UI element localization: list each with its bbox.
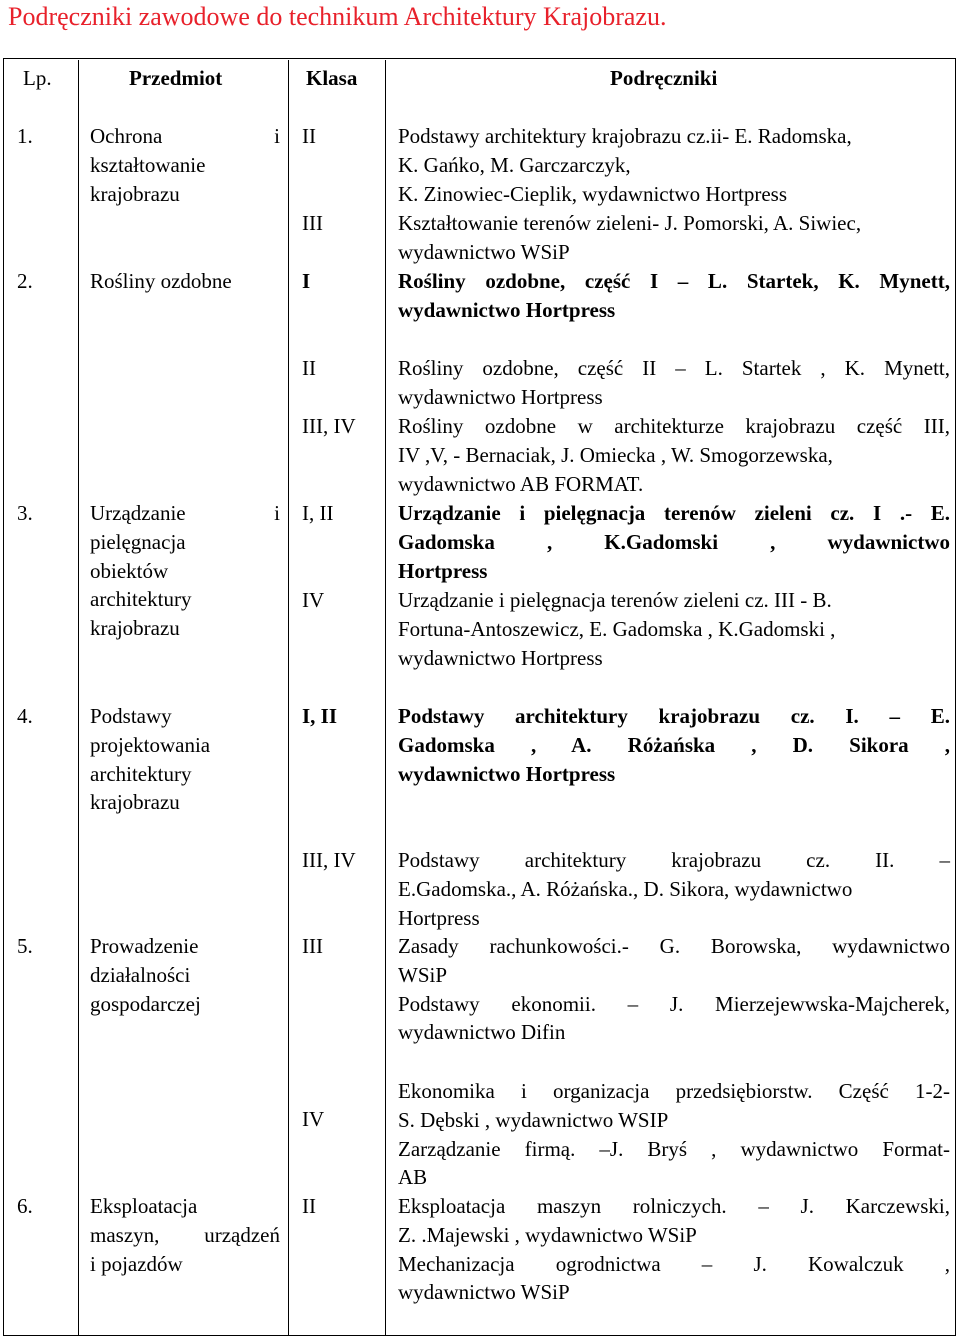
class-cell: I, II [302,704,338,728]
textbook-line: wydawnictwo WSiP [398,1280,570,1305]
textbook-line: Fortuna-Antoszewicz, E. Gadomska , K.Gadomski , [398,616,836,641]
class-cell: I, II [302,501,334,525]
textbook-entry [398,1192,950,1307]
row-number: 3. [17,501,33,525]
class-cell: III [302,211,323,235]
textbook-line: Hortpress [398,558,488,583]
textbook-line: wydawnictwo Hortpress [398,384,603,409]
textbook-line: WSiP [398,962,448,987]
header-class: Klasa [306,66,358,90]
textbook-entry [398,499,950,585]
textbook-line: Rośliny ozdobne, część I – L. Startek, K. Mynett, [398,269,950,293]
textbook-entry [398,846,950,932]
class-cell: III, IV [302,414,356,438]
textbook-line: K. Zinowiec-Cieplik, wydawnictwo Hortpress [398,181,788,206]
textbook-line: Podstawy architektury krajobrazu cz. II. – [398,848,950,872]
subject-line: kształtowanie [90,152,206,177]
subject-line: obiektów [90,558,169,583]
textbook-line: Gadomska , K.Gadomski , wydawnictwo [398,529,950,554]
textbook-line: Podstawy ekonomii. – J. Mierzejewwska-Majcherek, [398,991,950,1016]
subject-cell [90,499,280,643]
textbook-entry [398,122,950,208]
subject-line: krajobrazu [90,790,180,815]
textbook-line: Podstawy architektury krajobrazu cz.ii- E. Radomska, [398,124,852,148]
row-number: 2. [17,269,33,293]
textbook-line: Gadomska , A. Różańska , D. Sikora , [398,732,950,757]
page-title: Podręczniki zawodowe do technikum Architektury Krajobrazu. [8,2,667,31]
textbook-entry [398,412,950,498]
subject-line: krajobrazu [90,616,180,641]
column-divider [288,60,289,1336]
textbook-line: wydawnictwo Hortpress [398,761,616,786]
class-cell: I [302,269,311,293]
textbook-entry [398,932,950,1047]
textbook-line: S. Dębski , wydawnictwo WSIP [398,1107,669,1132]
textbook-line: Kształtowanie terenów zieleni- J. Pomorski, A. Siwiec, [398,211,862,235]
textbook-line: Z. .Majewski , wydawnictwo WSiP [398,1222,697,1247]
textbook-entry [398,267,950,325]
textbook-line: Rośliny ozdobne w architekturze krajobrazu część III, [398,414,950,438]
textbook-entry [398,702,950,788]
subject-line: i pojazdów [90,1251,183,1276]
header-books: Podręczniki [610,66,718,90]
subject-cell [90,122,280,208]
textbook-line: E.Gadomska., A. Różańska., D. Sikora, wydawnictwo [398,876,853,901]
textbook-line: K. Gańko, M. Garczarczyk, [398,152,631,177]
subject-line: działalności [90,962,191,987]
textbook-entry [398,1077,950,1192]
class-cell: II [302,356,316,380]
subject-line: gospodarczej [90,991,201,1016]
textbook-line: Hortpress [398,905,480,930]
textbook-line: Zarządzanie firmą. –J. Bryś , wydawnictwo Format- [398,1136,950,1161]
textbook-entry [398,209,950,267]
textbook-line: wydawnictwo Hortpress [398,645,603,670]
subject-line: Podstawy [90,704,172,728]
textbook-line: wydawnictwo AB FORMAT. [398,471,644,496]
textbook-line: Ekonomika i organizacja przedsiębiorstw. Część 1-2- [398,1079,950,1103]
textbook-line: Zasady rachunkowości.- G. Borowska, wydawnictwo [398,934,950,958]
header-lp: Lp. [23,66,52,90]
subject-line: Eksploatacja [90,1194,198,1218]
textbook-line: IV ,V, - Bernaciak, J. Omiecka , W. Smogorzewska, [398,442,833,467]
class-cell: III [302,934,323,958]
subject-line: Prowadzenie [90,934,199,958]
class-cell: II [302,124,316,148]
subject-line: Ochrona i [90,124,280,148]
textbook-entry [398,586,950,672]
column-divider [78,60,79,1336]
textbook-line: wydawnictwo Hortpress [398,297,616,322]
class-cell: II [302,1194,316,1218]
textbook-line: Podstawy architektury krajobrazu cz. I. – E. [398,704,950,728]
textbook-entry [398,354,950,412]
subject-line: krajobrazu [90,181,180,206]
class-cell: IV [302,1107,325,1131]
subject-line: Rośliny ozdobne [90,269,232,293]
row-number: 1. [17,124,33,148]
textbook-line: Eksploatacja maszyn rolniczych. – J. Karczewski, [398,1194,950,1218]
subject-cell [90,932,280,1018]
textbook-line: Rośliny ozdobne, część II – L. Startek , K. Mynett, [398,356,950,380]
subject-line: maszyn, urządzeń [90,1222,280,1247]
subject-cell [90,1192,280,1278]
header-subject: Przedmiot [129,66,223,90]
textbook-line: Urządzanie i pielęgnacja terenów zieleni cz. I .- E. [398,501,950,525]
subject-line: projektowania [90,732,211,757]
column-divider [385,60,386,1336]
textbook-line: wydawnictwo WSiP [398,239,570,264]
textbook-line: AB [398,1165,428,1190]
textbook-line: Mechanizacja ogrodnictwa – J. Kowalczuk , [398,1251,950,1276]
subject-line: architektury [90,587,192,612]
subject-line: architektury [90,761,192,786]
row-number: 4. [17,704,33,728]
row-number: 5. [17,934,33,958]
subject-line: pielęgnacja [90,529,186,554]
subject-cell [90,702,280,817]
textbook-line: Urządzanie i pielęgnacja terenów zieleni cz. III - B. [398,588,832,612]
class-cell: III, IV [302,848,356,872]
row-number: 6. [17,1194,33,1218]
subject-line: Urządzanie i [90,501,280,525]
class-cell: IV [302,588,325,612]
textbook-line: wydawnictwo Difin [398,1020,566,1045]
